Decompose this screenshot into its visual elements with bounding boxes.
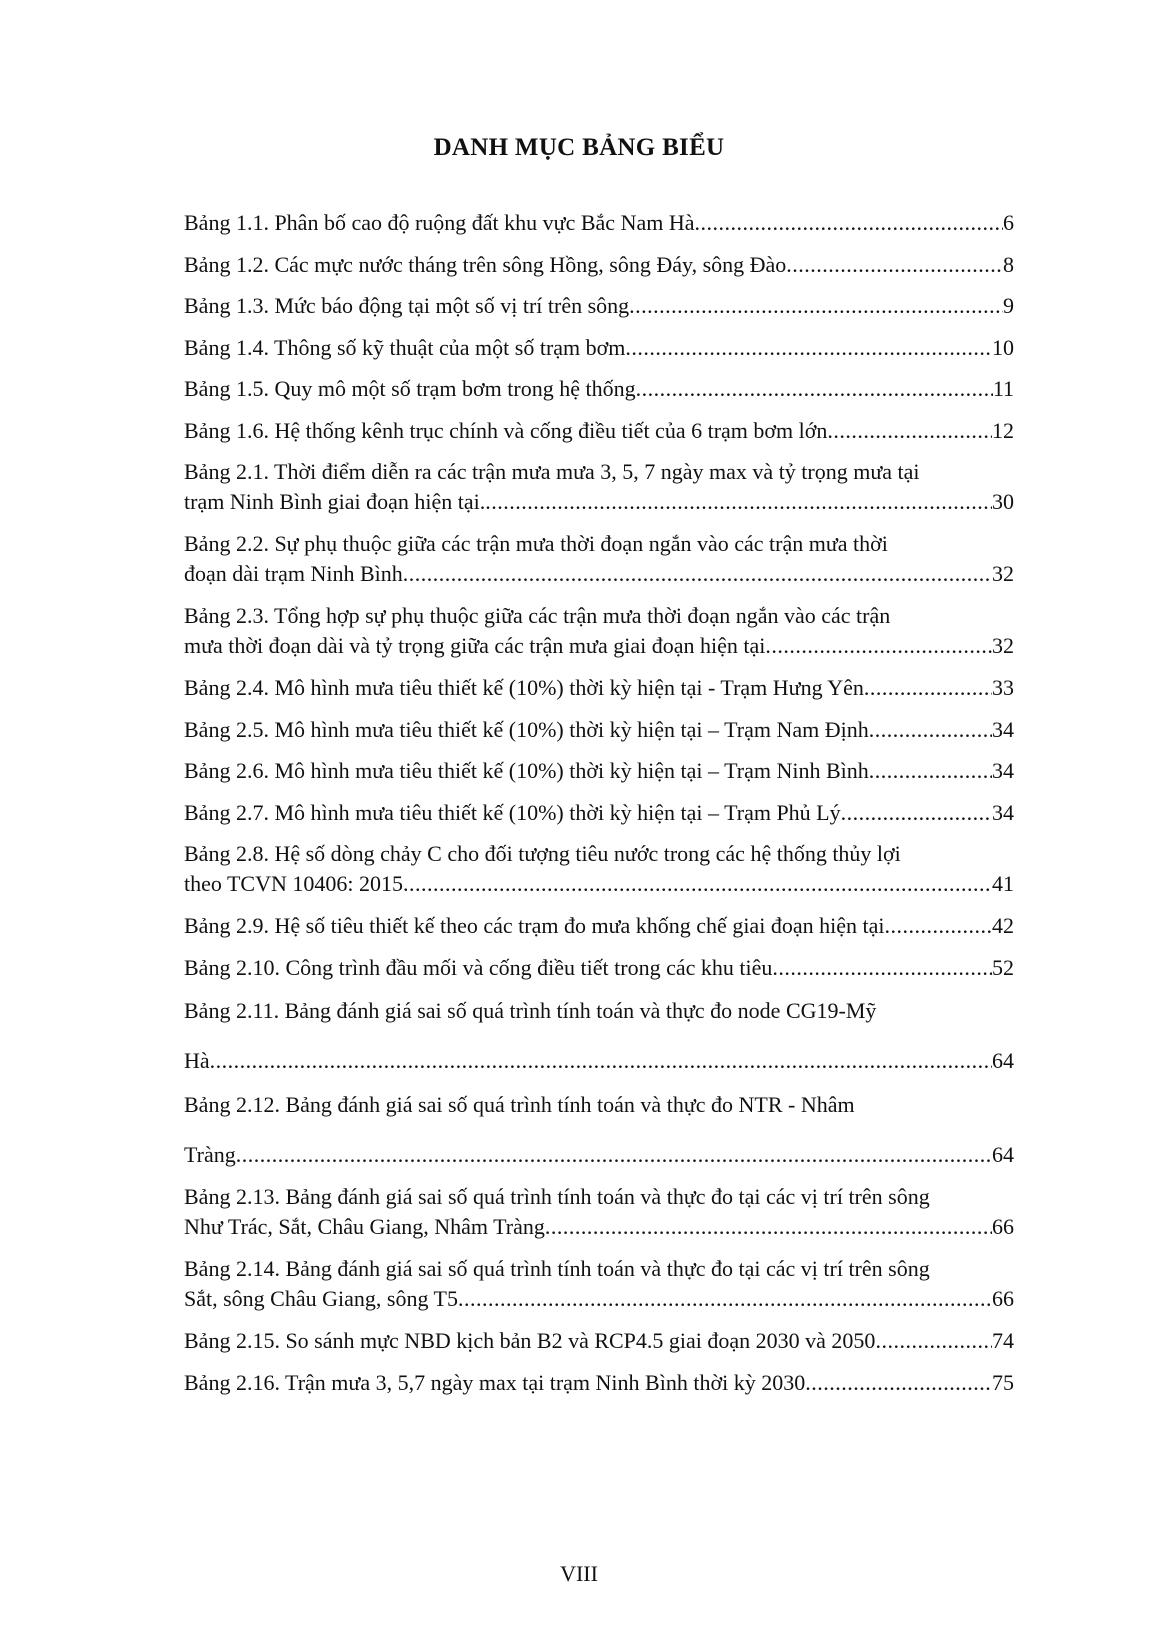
dot-leader — [786, 250, 1003, 280]
entry-page: 12 — [992, 417, 1014, 443]
entry-text: Sắt, sông Châu Giang, sông T5 — [184, 1286, 458, 1311]
dot-leader — [694, 208, 1003, 238]
dot-leader — [841, 798, 992, 828]
entry-text: Bảng 2.7. Mô hình mưa tiêu thiết kế (10%) thời kỳ hiện tại – Trạm Phủ Lý — [184, 799, 841, 825]
entry-page: 41 — [992, 871, 1014, 896]
entry-page: 10 — [992, 334, 1014, 360]
entry-text-line: Bảng 2.11. Bảng đánh giá sai số quá trình tính toán và thực đo node CG19-Mỹ — [184, 998, 877, 1023]
toc-entry-1-3[interactable] — [184, 291, 1014, 321]
entry-page: 8 — [1003, 251, 1014, 277]
toc-entry-2-4[interactable] — [184, 673, 1014, 703]
entry-page: 34 — [992, 799, 1014, 825]
entry-page: 34 — [992, 716, 1014, 742]
entry-text: mưa thời đoạn dài và tỷ trọng giữa các trận mưa giai đoạn hiện tại — [184, 633, 766, 658]
toc-entry-2-9[interactable] — [184, 911, 1014, 941]
entry-page: 32 — [992, 633, 1014, 658]
entry-text: Bảng 2.9. Hệ số tiêu thiết kế theo các trạm đo mưa khống chế giai đoạn hiện tại — [184, 913, 885, 938]
entry-text-line: Bảng 2.12. Bảng đánh giá sai số quá trình tính toán và thực đo NTR - Nhâm — [184, 1092, 855, 1117]
toc-entry-2-2[interactable] — [184, 529, 1014, 589]
entry-page: 34 — [992, 758, 1014, 783]
entry-text: Bảng 1.6. Hệ thống kênh trục chính và cống điều tiết của 6 trạm bơm lớn — [184, 417, 828, 443]
toc-entry-2-3[interactable] — [184, 601, 1014, 661]
dot-leader — [210, 1046, 992, 1076]
entry-text: Bảng 2.16. Trận mưa 3, 5,7 ngày max tại trạm Ninh Bình thời kỳ 2030 — [184, 1369, 806, 1395]
entry-text: đoạn dài trạm Ninh Bình — [184, 561, 403, 586]
toc-entry-2-16[interactable] — [184, 1368, 1014, 1398]
entry-text: Tràng — [184, 1142, 236, 1167]
dot-leader — [884, 911, 992, 941]
toc-entry-2-11[interactable] — [184, 994, 1014, 1076]
entry-page: 32 — [992, 561, 1014, 586]
toc-entry-2-12[interactable] — [184, 1088, 1014, 1170]
toc-entry-1-6[interactable] — [184, 416, 1014, 446]
toc-entry-1-1[interactable] — [184, 208, 1014, 238]
entry-page: 33 — [992, 675, 1014, 700]
toc-entry-2-7[interactable] — [184, 798, 1014, 828]
entry-text: Bảng 1.1. Phân bố cao độ ruộng đất khu vực Bắc Nam Hà — [184, 210, 695, 235]
dot-leader — [485, 487, 992, 517]
dot-leader — [629, 291, 1003, 321]
entry-page: 66 — [992, 1286, 1014, 1311]
entry-page: 42 — [992, 913, 1014, 938]
entry-page: 64 — [992, 1048, 1014, 1073]
entry-text-line: Bảng 2.13. Bảng đánh giá sai số quá trình tính toán và thực đo tại các vị trí trên sông — [184, 1184, 930, 1209]
dot-leader — [875, 1326, 992, 1356]
entry-text: Bảng 2.6. Mô hình mưa tiêu thiết kế (10%) thời kỳ hiện tại – Trạm Ninh Bình — [184, 758, 869, 783]
dot-leader — [765, 631, 992, 661]
dot-leader — [636, 374, 993, 404]
entry-page: 9 — [1003, 293, 1014, 318]
page-number: VIII — [560, 1561, 598, 1586]
toc-entry-2-14[interactable] — [184, 1254, 1014, 1314]
entry-text: Bảng 2.4. Mô hình mưa tiêu thiết kế (10%) thời kỳ hiện tại - Trạm Hưng Yên — [184, 675, 864, 700]
toc-entry-2-6[interactable] — [184, 756, 1014, 786]
entry-page: 64 — [992, 1142, 1014, 1167]
toc-entry-1-5[interactable] — [184, 374, 1014, 404]
dot-leader — [236, 1140, 992, 1170]
entry-page: 11 — [992, 376, 1014, 401]
toc-entry-1-4[interactable] — [184, 333, 1014, 363]
entry-page: 74 — [992, 1328, 1014, 1353]
entry-page: 66 — [992, 1214, 1014, 1239]
entry-text-line: Bảng 2.3. Tổng hợp sự phụ thuộc giữa các trận mưa thời đoạn ngắn vào các trận — [184, 603, 891, 628]
entry-text: Bảng 2.15. So sánh mực NBD kịch bản B2 và RCP4.5 giai đoạn 2030 và 2050 — [184, 1328, 876, 1353]
entry-page: 6 — [1003, 210, 1014, 235]
table-list — [184, 208, 1014, 1409]
dot-leader — [864, 673, 992, 703]
dot-leader — [545, 1212, 992, 1242]
dot-leader — [403, 869, 992, 899]
entry-text-line: Bảng 2.2. Sự phụ thuộc giữa các trận mưa thời đoạn ngắn vào các trận mưa thời — [184, 531, 888, 556]
toc-entry-2-8[interactable] — [184, 839, 1014, 899]
entry-text: Bảng 1.3. Mức báo động tại một số vị trí trên sông — [184, 293, 630, 318]
toc-entry-2-15[interactable] — [184, 1326, 1014, 1356]
dot-leader — [458, 1284, 992, 1314]
page-title: DANH MỤC BẢNG BIỂU — [433, 134, 725, 161]
entry-text: Như Trác, Sắt, Châu Giang, Nhâm Tràng — [184, 1214, 545, 1239]
toc-entry-2-5[interactable] — [184, 715, 1014, 745]
entry-page: 52 — [992, 954, 1014, 980]
entry-text: Bảng 1.2. Các mực nước tháng trên sông Hồng, sông Đáy, sông Đào — [184, 251, 787, 277]
dot-leader — [805, 1368, 992, 1398]
entry-text: Bảng 2.10. Công trình đầu mối và cống điều tiết trong các khu tiêu — [184, 954, 773, 980]
entry-text-line: Bảng 2.8. Hệ số dòng chảy C cho đối tượng tiêu nước trong các hệ thống thủy lợi — [184, 841, 901, 866]
entry-text-line: Bảng 2.1. Thời điểm diễn ra các trận mưa mưa 3, 5, 7 ngày max và tỷ trọng mưa tại — [184, 459, 920, 484]
entry-text: trạm Ninh Bình giai đoạn hiện tại. — [184, 489, 486, 514]
toc-entry-2-1[interactable] — [184, 457, 1014, 517]
entry-text: Bảng 2.5. Mô hình mưa tiêu thiết kế (10%) thời kỳ hiện tại – Trạm Nam Định — [184, 716, 869, 742]
entry-text: Hà — [184, 1048, 210, 1073]
entry-text: theo TCVN 10406: 2015 — [184, 871, 403, 896]
entry-page: 75 — [992, 1369, 1014, 1395]
dot-leader — [869, 715, 992, 745]
dot-leader — [827, 416, 992, 446]
dot-leader — [869, 756, 992, 786]
dot-leader — [625, 333, 992, 363]
toc-entry-2-10[interactable] — [184, 953, 1014, 983]
dot-leader — [772, 953, 992, 983]
toc-entry-2-13[interactable] — [184, 1182, 1014, 1242]
toc-entry-1-2[interactable] — [184, 250, 1014, 280]
entry-text: Bảng 1.5. Quy mô một số trạm bơm trong hệ thống — [184, 376, 636, 401]
entry-page: 30 — [992, 489, 1014, 514]
dot-leader — [403, 559, 992, 589]
entry-text-line: Bảng 2.14. Bảng đánh giá sai số quá trình tính toán và thực đo tại các vị trí trên sông — [184, 1256, 930, 1281]
entry-text: Bảng 1.4. Thông số kỹ thuật của một số trạm bơm — [184, 334, 626, 360]
